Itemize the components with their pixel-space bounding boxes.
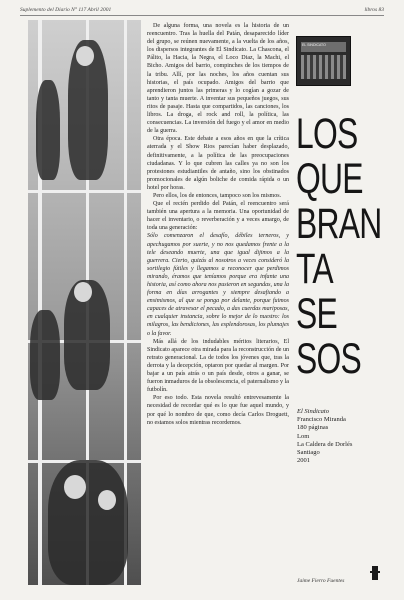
person-face xyxy=(64,475,86,499)
header-left: Suplemento del Diario N° 117 Abril 2001 xyxy=(20,7,112,13)
credit-line: Lom xyxy=(297,432,310,440)
article-paragraph: Por eso todo. Esta novela resultó entrevesamente la necesidad de recordar qué es lo que fue aquel mundo, y por qué lo nombro de que, como decía Carlos Droguett, no estamos solos mientras recordemos. xyxy=(147,395,289,426)
headline-line: SOS xyxy=(296,335,361,383)
article-paragraph: Que el recién perdido del Patán, el reencuentro será también una apertura a la memoria. Una oportunidad de hacer el inventario, o reverberación y a veces amargo, de toda una generación: xyxy=(147,201,289,232)
credit-line: 180 páginas xyxy=(297,424,329,432)
scaffold-bar xyxy=(28,190,141,193)
header-right: libros 83 xyxy=(364,7,384,13)
credit-line: La Caldera de Dorlés xyxy=(297,440,353,448)
article-paragraph: De alguna forma, una novela es la historia de un reencuentro. Tras la huella del Patán, desaparecido líder del grupo, se reúnen nuevamente, a la vuelta de los años, los dispersos integrantes de El Sindicato. La Chascona, el Pálito, la Hacia, la Negra, el Loco Diaz, la Machi, el Bicho. Amigos del barrio, compinches de los tiempos de la tribu. Allí, por las noches, los años cuentan sus historias, el país ocupado. Amigos del barrio que aprendieron juntos las primeras y lo cogían a gozar de tanto y tanta muerte. A inventar sus pequeños juegos, sus ritos de pasaje. Hasta que compartidos, las canciones, los libros. La droga, el rock and roll, la política, las consecuencias. La inversión del fuego y el amor en medio de la guerra. xyxy=(147,23,289,135)
article-paragraph: Más allá de los indudables méritos literarios, El Sindicato aparece otra mirada para la reconstrucción de un retrato generacional. La de todos los jóvenes que, tras la derrota y la decepción, optaron por quedar al margen. Por bajar a un país atrás o un país desde, otros a ganar, se fueron inmaduros de la obsolescencia, el paternalismo y la futbolín. xyxy=(147,338,289,394)
article-quote: Sólo comenzaron el desafío, débiles terneros, y apechugamos por suerte, y no nos quedamos frente a la tele deseando muerte, una que igual dijimos a la guerrera. Cierto, quizás al nosotros a veces consideró la sortilegio fútiles y llegamos a reconocer que perdimos mirando, éramos que teníamos porque era infante una historia, así como ahora nos pusieron en segundas, una la forma en días arrogantes y siempre desafiando a ensimismos, al que se ponga por delante, porque fuimos capaces de atravesar el pecado, a das cuerdas mariposas, en cualquier instancia, sobre lo mejor de lo nuestro: los milagros, las bendiciones, las esplendorosas, los plumajes o la favor. xyxy=(147,233,289,337)
headline-line: TA xyxy=(296,245,333,293)
page-header xyxy=(20,7,384,15)
person-figure xyxy=(36,80,60,180)
person-face xyxy=(98,490,116,510)
book-credits xyxy=(297,408,387,465)
headline xyxy=(296,110,382,383)
end-mark-icon xyxy=(370,571,380,573)
credit-line: Santiago xyxy=(297,449,320,457)
person-face xyxy=(74,282,92,302)
headline-line: LOS xyxy=(296,110,358,158)
book-cover-image xyxy=(296,36,351,86)
credit-line: Francisco Miranda xyxy=(297,416,346,424)
headline-line: BRAN xyxy=(296,200,382,248)
concert-photo xyxy=(28,20,141,585)
cover-art xyxy=(301,55,346,79)
person-figure xyxy=(48,460,128,585)
book-title: El Sindicato xyxy=(297,408,329,415)
person-face xyxy=(76,46,94,66)
article-body xyxy=(147,22,289,582)
end-mark-icon xyxy=(372,566,378,580)
headline-line: SE xyxy=(296,290,337,338)
author-signature: Jaime Fierro Fuentes xyxy=(297,578,345,584)
credit-line: 2001 xyxy=(297,457,310,465)
headline-line: QUE xyxy=(296,155,363,203)
header-rule xyxy=(20,15,384,16)
article-paragraph: Otra época. Este debate a esos años en que la crítica aterrada y el Show Rios parecían haber desplazado, definitivamente, a la política de las preocupaciones ciudadanas. Y lo que cubren las calles ya no son los protestones estudiantiles de antaño, sino los obstinados promocionales de algún boliche de comida rápida o un hotel por horas. xyxy=(147,136,289,191)
person-figure xyxy=(30,310,60,400)
cover-caption: EL SINDICATO xyxy=(302,43,326,47)
article-paragraph: Pero ellos, los de entonces, tampoco son los mismos. xyxy=(153,192,282,199)
